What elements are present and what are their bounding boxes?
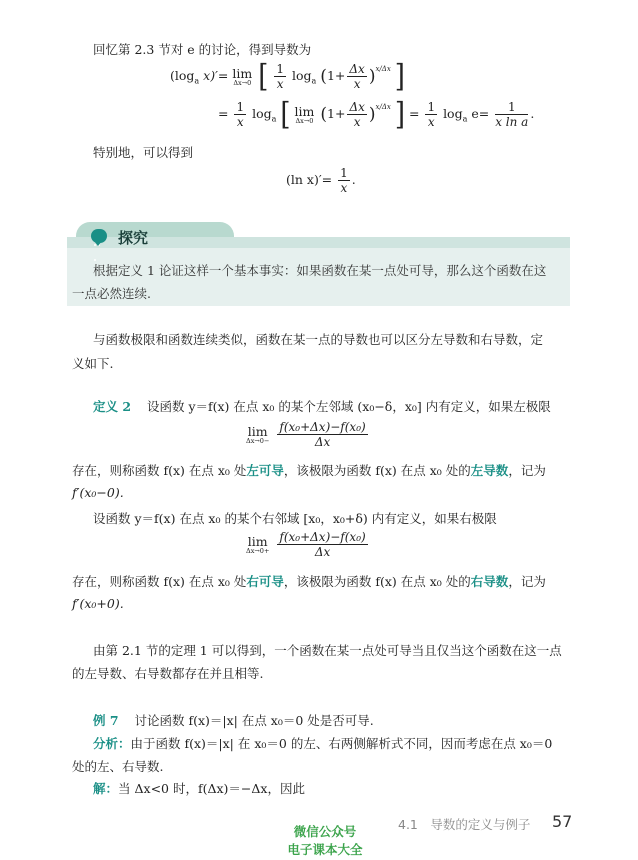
example-label: 例 7 bbox=[93, 713, 119, 728]
explore-line1: 根据定义 1 论证这样一个基本事实：如果函数在某一点处可导，那么这个函数在这 bbox=[93, 263, 547, 278]
definition-2-right-exist: 存在，则称函数 f(x) 在点 x₀ 处右可导，该极限为函数 f(x) 在点 x₀ 处的右导数，记为 bbox=[72, 574, 546, 589]
solution-label: 解： bbox=[93, 781, 119, 796]
para2-line2: 的左导数、右导数都存在并且相等. bbox=[72, 666, 264, 681]
analysis-line1: 分析：由于函数 f(x)＝|x| 在 x₀＝0 的左、右两侧解析式不同，因而考虑在点 x₀＝0 bbox=[93, 736, 553, 751]
definition-label: 定义 2 bbox=[93, 399, 132, 414]
para1-line2: 义如下. bbox=[72, 356, 114, 371]
definition-2-left-exist: 存在，则称函数 f(x) 在点 x₀ 处左可导，该极限为函数 f(x) 在点 x₀ 处的左导数，记为 bbox=[72, 463, 546, 478]
right-derivative-notation: f′(x₀+0). bbox=[72, 596, 124, 611]
analysis-line2: 处的左、右导数. bbox=[72, 759, 164, 774]
special-case-text: 特别地，可以得到 bbox=[93, 145, 194, 160]
example-7-line: 例 7 讨论函数 f(x)＝|x| 在点 x₀＝0 处是否可导. bbox=[93, 713, 374, 728]
explore-title: 探究 bbox=[118, 229, 149, 247]
formula-log-derivative-line2: = $\frac{1}{x}$ $\log_a$ [ lim Δx→0 (1+ $\frac{\Delta x}{x}$ )$^{x/\Delta x}$ ] = $\frac{1}{x}$ $\log_a e=$ $\frac{1}{\text{x ln a}}$ . bbox=[218, 96, 535, 133]
term-right-differentiable: 右可导 bbox=[246, 574, 284, 589]
term-left-differentiable: 左可导 bbox=[246, 463, 284, 478]
solution-line: 解：当 Δx<0 时，f(Δx)＝−Δx，因此 bbox=[93, 781, 305, 796]
left-limit-formula: lim Δx→0− $\frac{\text{f(x₀+Δx)−f(x₀)}}{\Delta x}$ bbox=[246, 420, 366, 449]
footer-section-title: 4.1 导数的定义与例子 bbox=[398, 817, 531, 832]
para2-line1: 由第 2.1 节的定理 1 可以得到，一个函数在某一点处可导当且仅当这个函数在这一点 bbox=[93, 643, 562, 658]
definition-2-line1: 定义 2 设函数 y＝f(x) 在点 x₀ 的某个左邻域 (x₀−δ，x₀] 内有定义，如果左极限 bbox=[93, 399, 551, 414]
watermark bbox=[270, 822, 380, 858]
right-limit-formula: lim Δx→0+ $\frac{\text{f(x₀+Δx)−f(x₀)}}{\Delta x}$ bbox=[246, 530, 366, 559]
definition-2-right-line: 设函数 y＝f(x) 在点 x₀ 的某个右邻域 [x₀，x₀+δ) 内有定义，如果右极限 bbox=[93, 511, 497, 526]
formula-log-derivative-line1: ($\log_a$ x)′= lim Δx→0 [ $\frac{1}{x}$ $\log_a (1+$ $\frac{\Delta x}{x}$ )$^{x/\Delta x}$ ] bbox=[170, 58, 405, 95]
watermark-line2: 电子课本大全 bbox=[287, 842, 363, 857]
speech-bubble-icon bbox=[91, 229, 107, 243]
page-number: 57 bbox=[552, 812, 573, 831]
formula-ln-derivative: (ln x)′= $\frac{1}{x}$ . bbox=[286, 166, 356, 195]
analysis-label: 分析： bbox=[93, 736, 131, 751]
intro-text: 回忆第 2.3 节对 e 的讨论，得到导数为 bbox=[93, 42, 312, 57]
watermark-line1: 微信公众号 bbox=[293, 824, 357, 839]
explore-line2: 一点必然连续. bbox=[72, 286, 151, 301]
term-left-derivative: 左导数 bbox=[470, 463, 509, 478]
left-derivative-notation: f′(x₀−0). bbox=[72, 485, 124, 500]
para1-line1: 与函数极限和函数连续类似，函数在某一点的导数也可以区分左导数和右导数，定 bbox=[93, 332, 544, 347]
term-right-derivative: 右导数 bbox=[470, 574, 509, 589]
